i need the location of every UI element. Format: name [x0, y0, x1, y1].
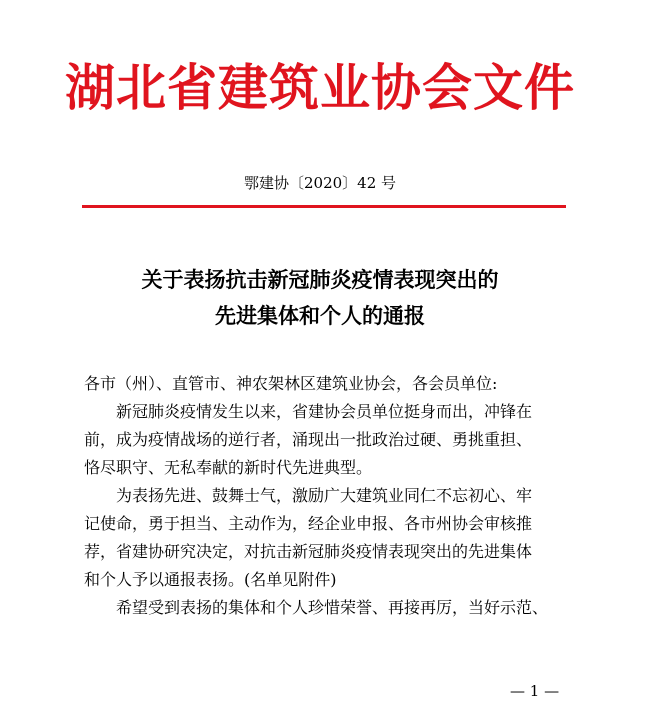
red-divider-line: [82, 205, 566, 208]
paragraph-line: 荐，省建协研究决定，对抗击新冠肺炎疫情表现突出的先进集体: [84, 542, 533, 561]
document-header-title: 湖北省建筑业协会文件: [65, 58, 575, 117]
paragraph-line: 为表扬先进、鼓舞士气，激励广大建筑业同仁不忘初心、牢: [116, 486, 533, 505]
paragraph-line: 和个人予以通报表扬。(名单见附件): [84, 570, 337, 589]
notice-title-line-2: 先进集体和个人的通报: [215, 303, 425, 328]
paragraph-line: 记使命，勇于担当、主动作为，经企业申报、各市州协会审核推: [84, 514, 533, 533]
page-number: — 1 —: [510, 682, 560, 700]
notice-body: [84, 370, 566, 622]
notice-title: [60, 262, 580, 334]
paragraph-line: 前，成为疫情战场的逆行者，涌现出一批政治过硬、勇挑重担、: [84, 430, 533, 449]
salutation: 各市（州）、直管市、神农架林区建筑业协会，各会员单位:: [84, 374, 498, 393]
paragraph-1: [84, 398, 566, 482]
paragraph-line: 恪尽职守、无私奉献的新时代先进典型。: [84, 458, 373, 477]
paragraph-line: 希望受到表扬的集体和个人珍惜荣誉、再接再厉，当好示范、: [116, 598, 549, 617]
notice-title-line-1: 关于表扬抗击新冠肺炎疫情表现突出的: [141, 267, 499, 292]
paragraph-2: [84, 482, 566, 594]
paragraph-3: [84, 594, 566, 622]
paragraph-line: 新冠肺炎疫情发生以来，省建协会员单位挺身而出，冲锋在: [116, 402, 533, 421]
document-number: 鄂建协〔2020〕42 号: [243, 174, 397, 192]
